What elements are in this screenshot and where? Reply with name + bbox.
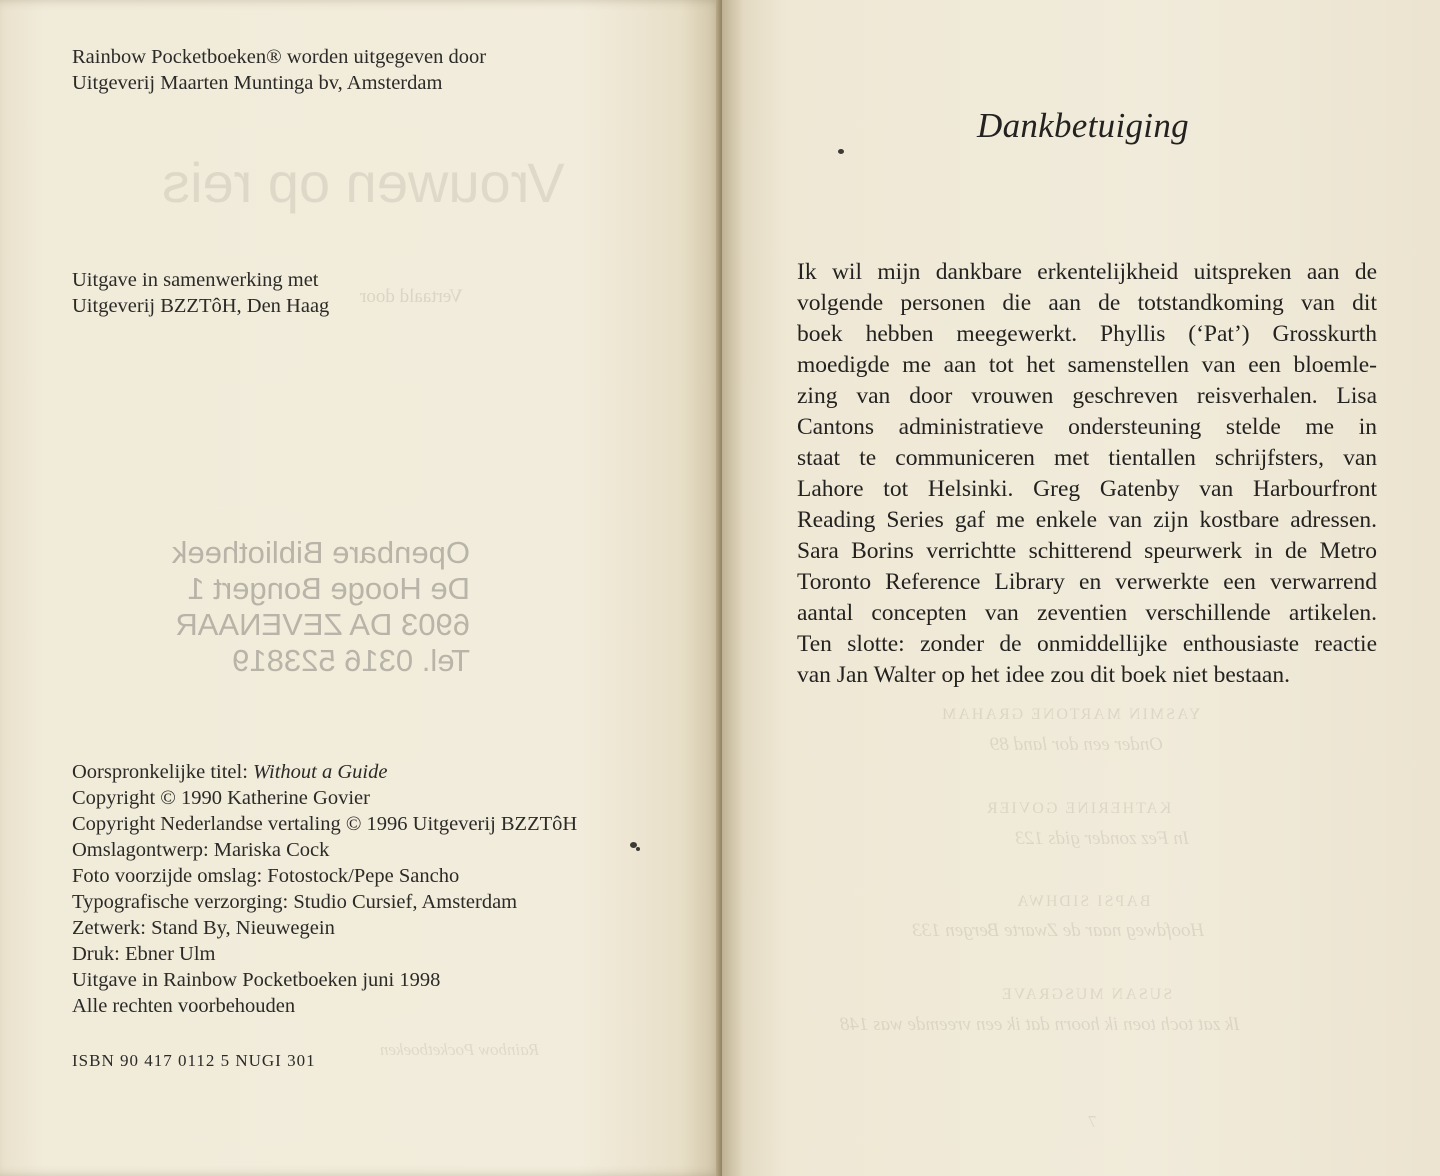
co-publication-note	[72, 267, 329, 319]
paragraph-line: Ik wil mijn dankbare erkentelijkheid uitspreken aan de	[797, 259, 1377, 285]
bleed-through-subtitle: Vertaald door	[360, 286, 463, 307]
bleed-through-chapter: Hoofdweg naar de Zwarte Bergen 133	[912, 920, 1205, 941]
co-publication-line: Uitgeverij BZZTôH, Den Haag	[72, 295, 330, 317]
paragraph-line: Toronto Reference Library en verwerkte een verwarrend	[797, 569, 1377, 595]
bleed-through-author: YASMIN MARTONE GRAHAM	[940, 706, 1201, 723]
original-title-line	[72, 759, 577, 785]
bleed-through-page-number: 7	[1088, 1112, 1097, 1131]
stamp-line: 6903 DA ZEVENAAR	[175, 607, 470, 642]
library-stamp	[150, 535, 470, 679]
credit-line: Omslagontwerp: Mariska Cock	[72, 839, 330, 861]
bleed-through-chapter: Onder een dor land 89	[990, 734, 1164, 755]
credit-line: Foto voorzijde omslag: Fotostock/Pepe Sancho	[72, 865, 460, 887]
publisher-colophon	[72, 44, 486, 96]
credit-line: Zetwerk: Stand By, Nieuwegein	[72, 917, 335, 939]
colophon-line: Rainbow Pocketboeken® worden uitgegeven door	[72, 46, 487, 68]
paragraph-line: staat te communiceren met tientallen schrijfsters, van	[797, 445, 1377, 471]
bleed-through-author: KATHERINE GOVIER	[985, 800, 1172, 817]
paragraph-line: zing van door vrouwen geschreven reisverhalen. Lisa	[797, 383, 1377, 409]
bleed-through-author: BAPSI SIDHWA	[1015, 893, 1151, 910]
paper-speck	[838, 149, 844, 154]
bleed-through-publisher: Rainbow Pocketboeken	[380, 1040, 540, 1059]
original-title: Without a Guide	[253, 761, 388, 783]
colophon-line: Uitgeverij Maarten Muntinga bv, Amsterdam	[72, 72, 443, 94]
bleed-through-chapter: Ik zat toch toen ik hoorn dat ik een vreemde was 148	[840, 1014, 1240, 1035]
page-heading: Dankbetuiging	[977, 106, 1189, 145]
isbn-line: ISBN 90 417 0112 5 NUGI 301	[72, 1051, 316, 1070]
stamp-line: Openbare Bibliotheek	[171, 535, 470, 570]
paper-speck	[636, 847, 640, 851]
stamp-line: Tel. 0316 523819	[232, 643, 470, 678]
credit-line: Druk: Ebner Ulm	[72, 943, 216, 965]
bleed-through-author: SUSAN MUSGRAVE	[1000, 986, 1173, 1003]
credit-line: Uitgave in Rainbow Pocketboeken juni 1998	[72, 969, 441, 991]
paragraph-line: Reading Series gaf me enkele van zijn kostbare adressen.	[797, 507, 1377, 533]
paragraph-line: boek hebben meegewerkt. Phyllis (‘Pat’) Grosskurth	[797, 321, 1377, 347]
credit-line: Copyright © 1990 Katherine Govier	[72, 787, 370, 809]
paragraph-line: Sara Borins verrichtte schitterend speurwerk in de Metro	[797, 538, 1377, 564]
paragraph-line: volgende personen die aan de totstandkoming van dit	[797, 290, 1377, 316]
paragraph-line: Ten slotte: zonder de onmiddellijke enthousiaste reactie	[797, 631, 1377, 657]
original-title-label: Oorspronkelijke titel:	[72, 761, 254, 783]
acknowledgement-paragraph	[797, 257, 1377, 691]
bleed-through-title: Vrouwen op reis	[162, 151, 565, 214]
co-publication-line: Uitgave in samenwerking met	[72, 269, 319, 291]
paragraph-line: aantal concepten van zeventien verschillende artikelen.	[797, 600, 1377, 626]
credit-line: Alle rechten voorbehouden	[72, 995, 296, 1017]
credit-line: Copyright Nederlandse vertaling © 1996 Uitgeverij BZZTôH	[72, 813, 578, 835]
paragraph-line: Cantons administratieve ondersteuning stelde me in	[797, 414, 1377, 440]
stamp-line: De Hooge Bongert 1	[187, 571, 470, 606]
paragraph-line: van Jan Walter op het idee zou dit boek niet bestaan.	[797, 662, 1290, 688]
paragraph-line: moedigde me aan tot het samenstellen van een bloemle-	[797, 352, 1377, 378]
credit-line: Typografische verzorging: Studio Cursief, Amsterdam	[72, 891, 518, 913]
book-credits	[72, 759, 577, 1019]
bleed-through-chapter: In Fez zonder gids 123	[1015, 828, 1190, 849]
paragraph-line: Lahore tot Helsinki. Greg Gatenby van Harbourfront	[797, 476, 1377, 502]
